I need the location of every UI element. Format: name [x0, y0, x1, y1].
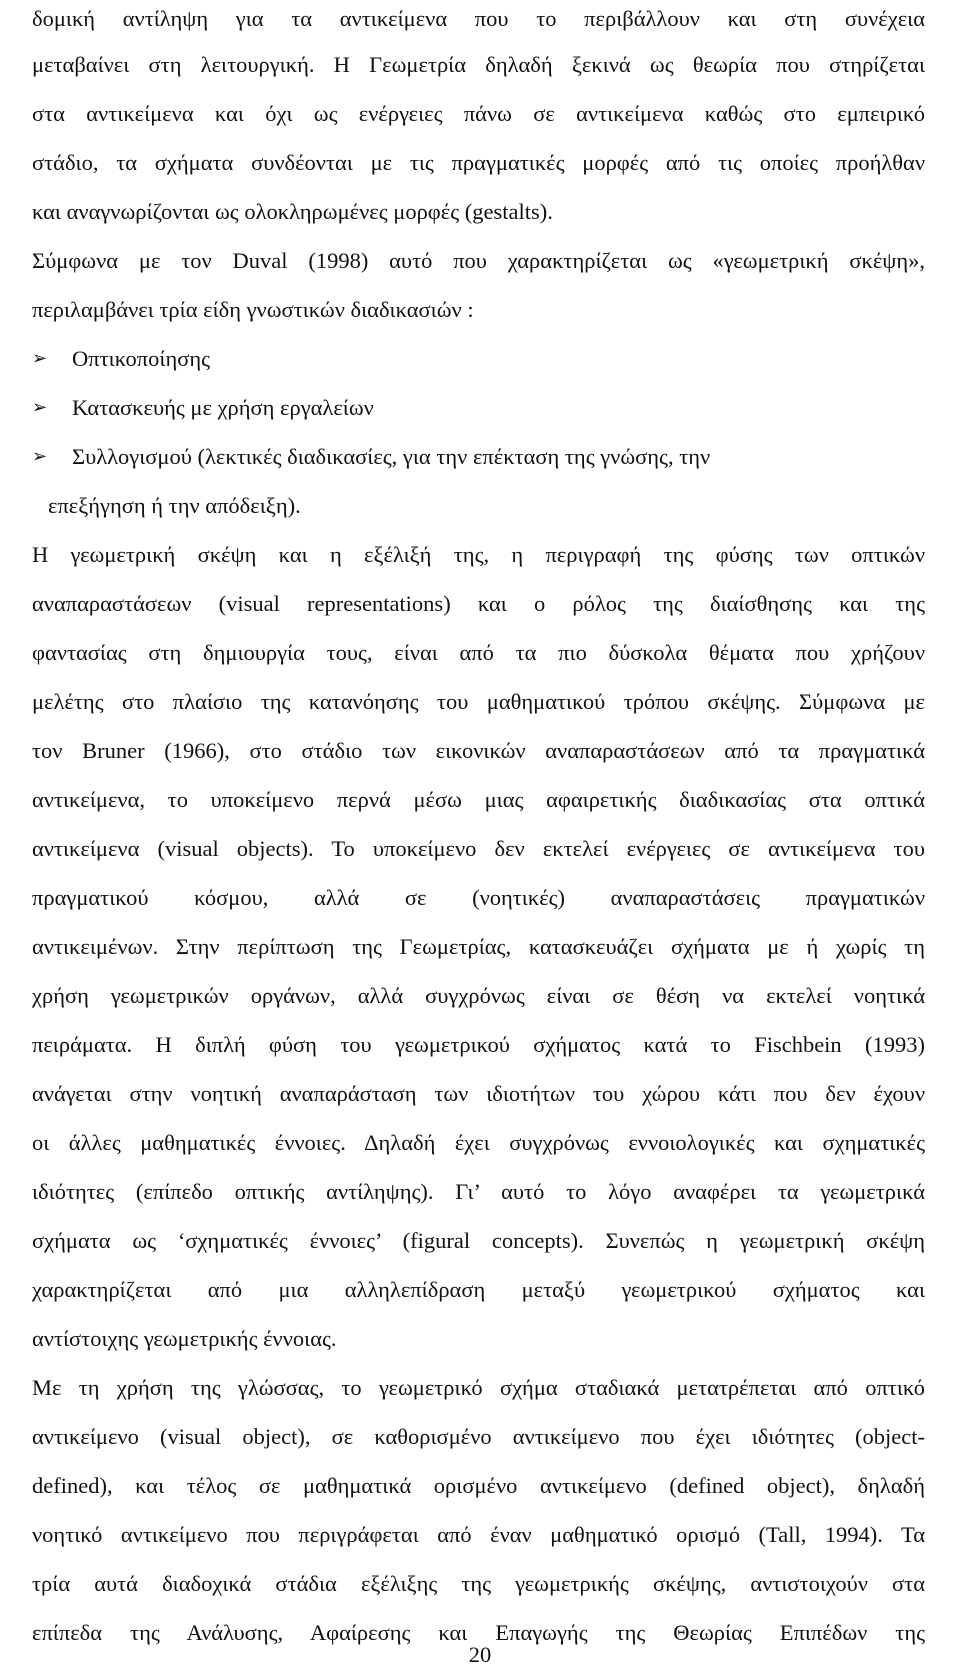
text-line: περιλαμβάνει τρία είδη γνωστικών διαδικασιών :: [32, 297, 474, 322]
text-line: Σύμφωνα με τον Duval (1998) αυτό που χαρακτηρίζεται ως «γεωμετρική σκέψη»,: [32, 248, 925, 273]
text-line: αναπαραστάσεων (visual representations) και ο ρόλος της διαίσθησης και της: [32, 591, 925, 616]
text-line: μεταβαίνει στη λειτουργική. Η Γεωμετρία δηλαδή ξεκινά ως θεωρία που στηρίζεται: [32, 52, 925, 77]
list-item: [32, 432, 925, 481]
text-line: τον Bruner (1966), στο στάδιο των εικονικών αναπαραστάσεων από τα πραγματικά: [32, 738, 925, 763]
text-line: αντικείμενο (visual object), σε καθορισμένο αντικείμενο που έχει ιδιότητες (object-: [32, 1424, 925, 1449]
text-line: στα αντικείμενα και όχι ως ενέργειες πάνω σε αντικείμενα καθώς στο εμπειρικό: [32, 101, 925, 126]
text-line: μελέτης στο πλαίσιο της κατανόησης του μαθηματικού τρόπου σκέψης. Σύμφωνα με: [32, 689, 925, 714]
text-line: χαρακτηρίζεται από μια αλληλεπίδραση μεταξύ γεωμετρικού σχήματος και: [32, 1277, 925, 1302]
list-item: [32, 334, 925, 383]
text-line: ιδιότητες (επίπεδο οπτικής αντίληψης). Γι’ αυτό το λόγο αναφέρει τα γεωμετρικά: [32, 1179, 925, 1204]
list-item-label: Κατασκευής με χρήση εργαλείων: [72, 395, 374, 420]
text-line: οι άλλες μαθηματικές έννοιες. Δηλαδή έχει συγχρόνως εννοιολογικές και σχηματικές: [32, 1130, 925, 1155]
arrow-bullet-icon: ➢: [32, 445, 48, 467]
text-line: τρία αυτά διαδοχικά στάδια εξέλιξης της γεωμετρικής σκέψης, αντιστοιχούν στα: [32, 1571, 925, 1596]
text-line: αντικείμενα (visual objects). Το υποκείμενο δεν εκτελεί ενέργειες σε αντικείμενα του: [32, 836, 925, 861]
arrow-bullet-icon: ➢: [32, 347, 48, 369]
text-line: defined), και τέλος σε μαθηματικά ορισμένο αντικείμενο (defined object), δηλαδή: [32, 1473, 925, 1498]
document-page: [32, 0, 925, 1657]
text-line: αντικείμενα, το υποκείμενο περνά μέσω μιας αφαιρετικής διαδικασίας στα οπτικά: [32, 787, 925, 812]
text-line: αντικειμένων. Στην περίπτωση της Γεωμετρίας, κατασκευάζει σχήματα με ή χωρίς τη: [32, 934, 925, 959]
list-item-label: Συλλογισμού (λεκτικές διαδικασίες, για την επέκταση της γνώσης, την: [72, 444, 711, 469]
text-line: και αναγνωρίζονται ως ολοκληρωμένες μορφές (gestalts).: [32, 199, 553, 224]
text-line: χρήση γεωμετρικών οργάνων, αλλά συγχρόνως είναι σε θέση να εκτελεί νοητικά: [32, 983, 925, 1008]
text-line: πειράματα. Η διπλή φύση του γεωμετρικού σχήματος κατά το Fischbein (1993): [32, 1032, 925, 1057]
text-line: σχήματα ως ‘σχηματικές έννοιες’ (figural concepts). Συνεπώς η γεωμετρική σκέψη: [32, 1228, 925, 1253]
text-line: Η γεωμετρική σκέψη και η εξέλιξή της, η περιγραφή της φύσης των οπτικών: [32, 542, 925, 567]
text-line: αντίστοιχης γεωμετρικής έννοιας.: [32, 1326, 337, 1351]
text-line: νοητικό αντικείμενο που περιγράφεται από έναν μαθηματικό ορισμό (Tall, 1994). Τα: [32, 1522, 925, 1547]
text-line: δομική αντίληψη για τα αντικείμενα που το περιβάλλουν και στη συνέχεια: [32, 6, 925, 31]
list-item-label: Οπτικοποίησης: [72, 346, 211, 371]
text-line: στάδιο, τα σχήματα συνδέονται με τις πραγματικές μορφές από τις οποίες προήλθαν: [32, 150, 925, 175]
text-line: φαντασίας στη δημιουργία τους, είναι από τα πιο δύσκολα θέματα που χρήζουν: [32, 640, 925, 665]
page-number: 20: [468, 1642, 492, 1667]
list-item-continuation: επεξήγηση ή την απόδειξη).: [48, 493, 301, 518]
text-line: πραγματικού κόσμου, αλλά σε (νοητικές) αναπαραστάσεις πραγματικών: [32, 885, 925, 910]
arrow-bullet-icon: ➢: [32, 396, 48, 418]
text-line: επίπεδα της Ανάλυσης, Αφαίρεσης και Επαγωγής της Θεωρίας Επιπέδων της: [32, 1620, 925, 1645]
text-line: ανάγεται στην νοητική αναπαράσταση των ιδιοτήτων του χώρου κάτι που δεν έχουν: [32, 1081, 925, 1106]
list-item: [32, 383, 925, 432]
text-line: Με τη χρήση της γλώσσας, το γεωμετρικό σχήμα σταδιακά μετατρέπεται από οπτικό: [32, 1375, 925, 1400]
